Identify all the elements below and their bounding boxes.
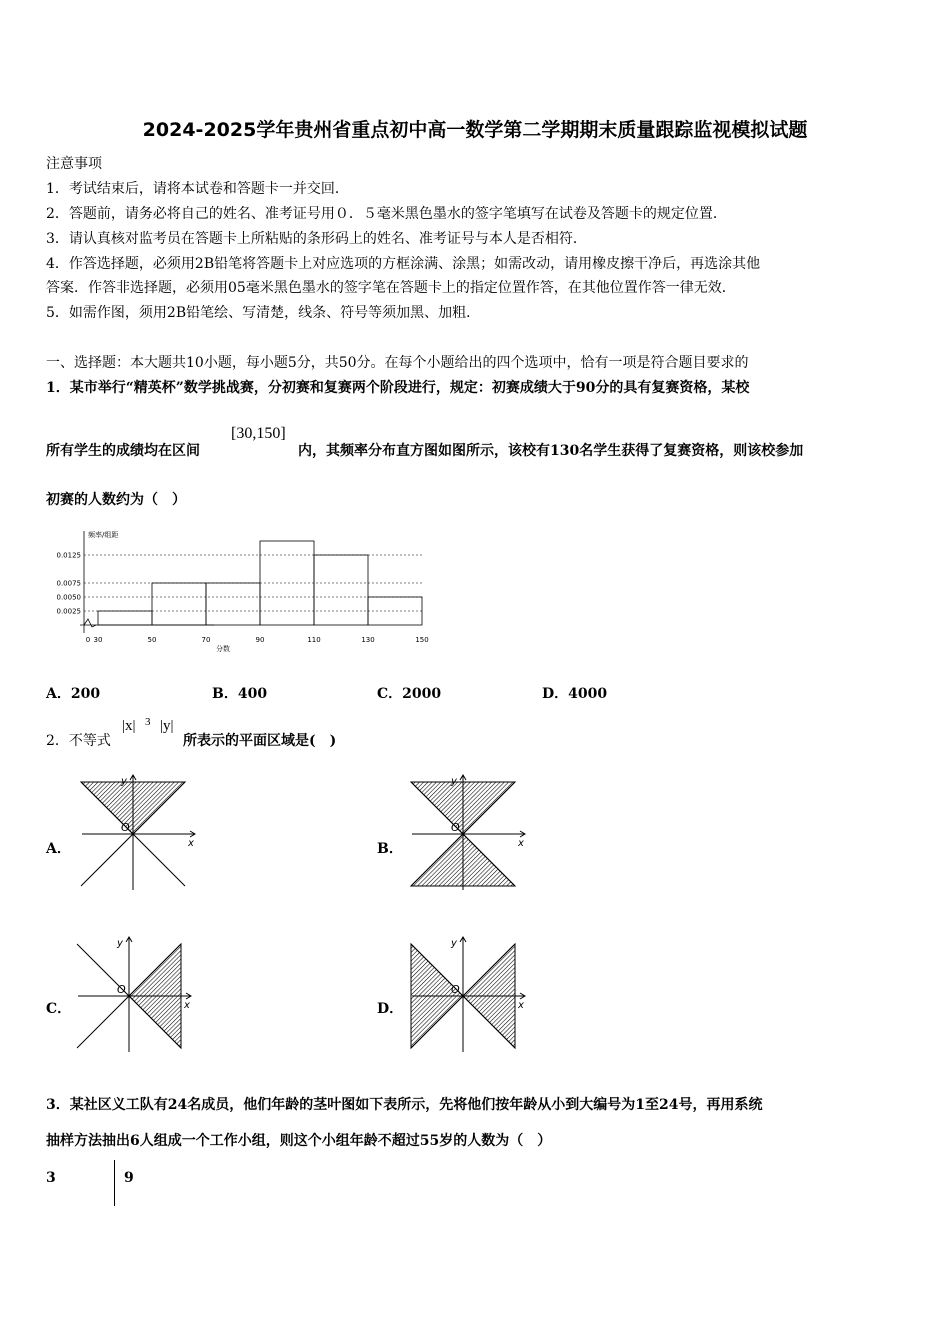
x-tick-label: 150 bbox=[415, 636, 429, 644]
x-axis-label: x bbox=[518, 838, 524, 849]
notice-item: 5．如需作图，须用2B铅笔绘、写清楚，线条、符号等须加黑、加粗． bbox=[46, 305, 481, 321]
q2-prefix: 2．不等式 bbox=[46, 733, 111, 749]
x-tick-label: 30 bbox=[93, 636, 103, 644]
y-tick-label: 0.0075 bbox=[56, 579, 81, 588]
x-tick-label: 130 bbox=[361, 636, 375, 644]
x-tick-label: 90 bbox=[255, 636, 265, 644]
histogram-bar bbox=[314, 555, 368, 625]
q2-option-a-graph[interactable] bbox=[78, 772, 198, 892]
q2-expr-op: 3 bbox=[145, 716, 151, 728]
histogram-bar bbox=[206, 583, 260, 625]
x-axis-label: 分数 bbox=[216, 645, 230, 653]
y-tick-label: 0.0125 bbox=[56, 551, 81, 560]
histogram-bar bbox=[98, 611, 152, 625]
section-heading: 一、选择题：本大题共10小题，每小题5分，共50分。在每个小题给出的四个选项中，恰有一项是符合题目要求的 bbox=[46, 355, 749, 371]
q1-option-a[interactable]: A．200 bbox=[46, 686, 101, 702]
q2-option-d-label[interactable]: D． bbox=[377, 1001, 404, 1017]
y-axis-label: y bbox=[451, 938, 457, 949]
q1-option-b[interactable]: B．400 bbox=[212, 686, 268, 702]
y-tick-label: 0.0025 bbox=[56, 607, 81, 616]
notice-item: 2．答题前，请务必将自己的姓名、准考证号用０．５毫米黑色墨水的签字笔填写在试卷及答题卡的规定位置． bbox=[46, 206, 727, 222]
x-tick-label: 110 bbox=[307, 636, 321, 644]
q2-option-a-label[interactable]: A． bbox=[46, 841, 71, 857]
q2-option-c-graph[interactable] bbox=[74, 934, 194, 1054]
y-axis-label: y bbox=[117, 938, 123, 949]
axis-break bbox=[84, 619, 96, 627]
origin-label: O bbox=[117, 983, 126, 996]
notice-item: 4．作答选择题，必须用2B铅笔将答题卡上对应选项的方框涂满、涂黑；如需改动，请用橡皮擦干净后，再选涂其他 bbox=[46, 256, 761, 272]
origin-label: O bbox=[121, 821, 130, 834]
stem-value: 3 bbox=[46, 1170, 56, 1186]
leaf-value: 9 bbox=[124, 1170, 134, 1186]
stem-leaf-divider bbox=[114, 1160, 115, 1206]
q1-line1: 1．某市举行“精英杯”数学挑战赛，分初赛和复赛两个阶段进行，规定：初赛成绩大于90分的具有复赛资格，某校 bbox=[46, 380, 750, 396]
q2-option-b-label[interactable]: B． bbox=[377, 841, 403, 857]
histogram-bar bbox=[152, 583, 206, 625]
origin-label: O bbox=[451, 821, 460, 834]
frequency-histogram bbox=[44, 525, 429, 655]
x-axis-label: x bbox=[184, 1000, 190, 1011]
y-tick-label: 0.0050 bbox=[56, 593, 81, 602]
q2-suffix: 所表示的平面区域是( ) bbox=[183, 733, 337, 749]
origin-label: O bbox=[451, 983, 460, 996]
notice-item: 1．考试结束后，请将本试卷和答题卡一并交回． bbox=[46, 181, 349, 197]
y-axis-label: 频率/组距 bbox=[88, 531, 119, 539]
q1-line2b: 内，其频率分布直方图如图所示，该校有130名学生获得了复赛资格，则该校参加 bbox=[298, 443, 804, 459]
notice-item: 答案．作答非选择题，必须用05毫米黑色墨水的签字笔在答题卡上的指定位置作答，在其他位置作答一律无效． bbox=[46, 280, 736, 296]
x-tick-label: 0 bbox=[85, 636, 91, 644]
x-axis-label: x bbox=[518, 1000, 524, 1011]
x-axis-label: x bbox=[188, 838, 194, 849]
q2-option-b-graph[interactable] bbox=[408, 772, 528, 892]
q2-option-c-label[interactable]: C． bbox=[46, 1001, 72, 1017]
q3-line1: 3．某社区义工队有24名成员，他们年龄的茎叶图如下表所示，先将他们按年龄从小到大编号为1至24号，再用系统 bbox=[46, 1097, 763, 1113]
q2-expr-left: |x| bbox=[122, 718, 136, 734]
q2-option-d-graph[interactable] bbox=[408, 934, 528, 1054]
q1-line2a: 所有学生的成绩均在区间 bbox=[46, 443, 200, 459]
notice-item: 3．请认真核对监考员在答题卡上所粘贴的条形码上的姓名、准考证号与本人是否相符． bbox=[46, 231, 587, 247]
notice-heading: 注意事项 bbox=[46, 156, 102, 172]
q3-line2: 抽样方法抽出6人组成一个工作小组，则这个小组年龄不超过55岁的人数为（ ） bbox=[46, 1133, 552, 1149]
x-tick-label: 70 bbox=[201, 636, 211, 644]
page-title: 2024-2025学年贵州省重点初中高一数学第二学期期末质量跟踪监视模拟试题 bbox=[142, 119, 808, 141]
q2-expr-right: |y| bbox=[160, 718, 174, 734]
x-tick-label: 50 bbox=[147, 636, 157, 644]
y-axis-label: y bbox=[121, 776, 127, 787]
y-axis-label: y bbox=[451, 776, 457, 787]
q1-interval: [30,150] bbox=[231, 425, 286, 442]
q1-option-d[interactable]: D．4000 bbox=[542, 686, 608, 702]
q1-option-c[interactable]: C．2000 bbox=[377, 686, 442, 702]
q1-line3: 初赛的人数约为（ ） bbox=[46, 492, 186, 508]
